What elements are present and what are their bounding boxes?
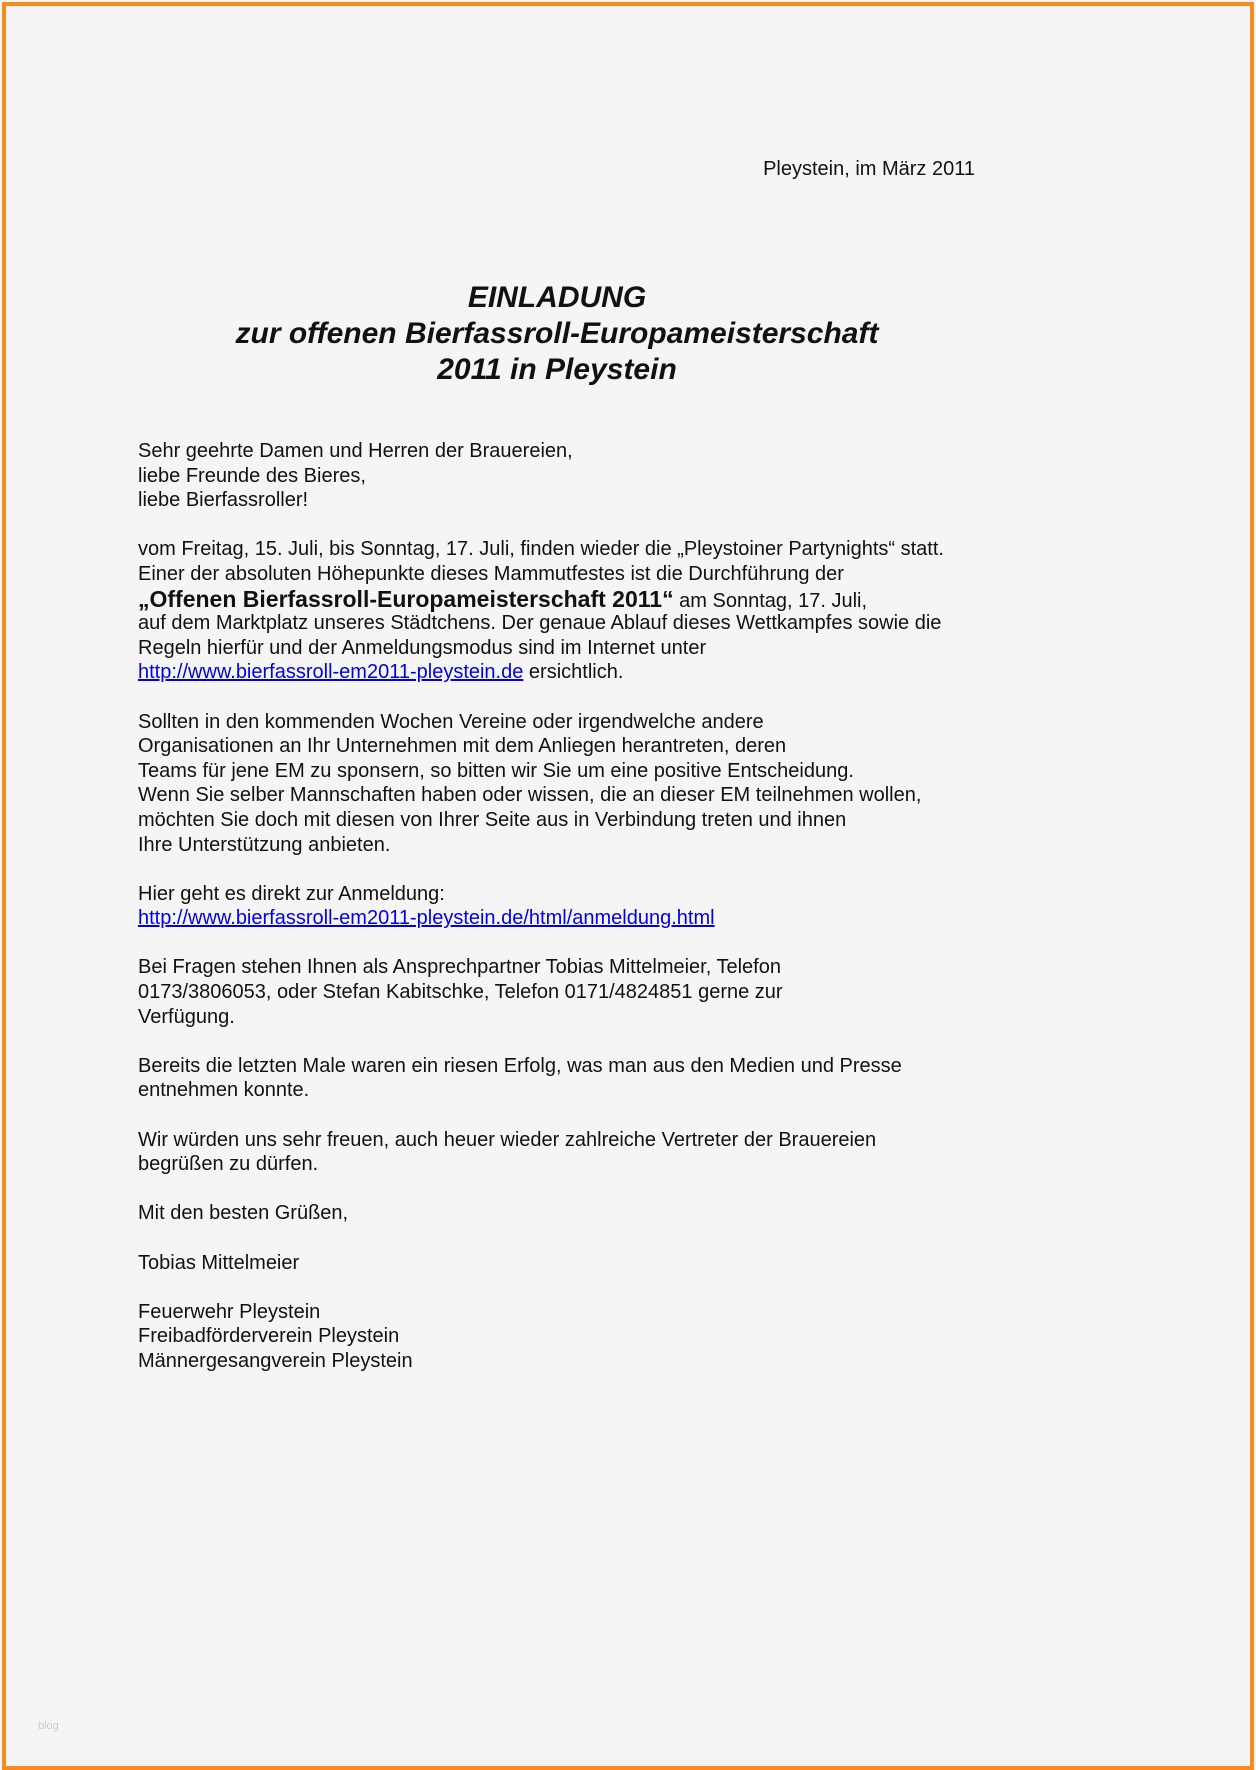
title-line: zur offenen Bierfassroll-Europameisterschaft (235, 317, 879, 350)
text-line (138, 906, 944, 931)
text-line: Teams für jene EM zu sponsern, so bitten wir Sie um eine positive Entscheidung. (138, 759, 854, 782)
event-name: „Offenen Bierfassroll-Europameisterschaft 2011“ (138, 585, 674, 612)
text-line: möchten Sie doch mit diesen von Ihrer Seite aus in Verbindung treten und ihnen (138, 808, 847, 831)
text-line: Sollten in den kommenden Wochen Vereine oder irgendwelche andere (138, 710, 764, 733)
text: am Sonntag, 17. Juli, (673, 589, 868, 612)
organization: Freibadförderverein Pleystein (138, 1325, 400, 1348)
text-line: Ihre Unterstützung anbieten. (138, 833, 391, 856)
title-line: 2011 in Pleystein (437, 353, 677, 386)
text-line: Wir würden uns sehr freuen, auch heuer wieder zahlreiche Vertreter der Brauereien (138, 1128, 877, 1151)
text-line: 0173/3806053, oder Stefan Kabitschke, Telefon 0171/4824851 gerne zur (138, 981, 783, 1004)
website-link[interactable]: http://www.bierfassroll-em2011-pleystein.de (138, 661, 524, 684)
text-line: Einer der absoluten Höhepunkte dieses Mammutfestes ist die Durchführung der (138, 562, 844, 585)
text-line (138, 587, 944, 612)
text-line: Bei Fragen stehen Ihnen als Ansprechpartner Tobias Mittelmeier, Telefon (138, 956, 781, 979)
greeting-line: liebe Freunde des Bieres, (138, 464, 366, 487)
text-line: Bereits die letzten Male waren ein riesen Erfolg, was man aus den Medien und Presse (138, 1054, 902, 1077)
text-line (138, 660, 944, 685)
greeting-line: liebe Bierfassroller! (138, 489, 309, 512)
text-line: Hier geht es direkt zur Anmeldung: (138, 882, 445, 905)
letter-body (138, 439, 944, 1374)
closing: Mit den besten Grüßen, (138, 1202, 349, 1225)
text-line: entnehmen konnte. (138, 1079, 310, 1102)
date-line: Pleystein, im März 2011 (763, 158, 975, 180)
title-line: EINLADUNG (467, 281, 647, 314)
text-line: Wenn Sie selber Mannschaften haben oder wissen, die an dieser EM teilnehmen wollen, (138, 784, 922, 807)
text: ersichtlich. (523, 661, 624, 684)
text-line: auf dem Marktplatz unseres Städtchens. Der genaue Ablauf dieses Wettkampfes sowie die (138, 612, 942, 635)
organization: Männergesangverein Pleystein (138, 1349, 413, 1372)
text-line: Organisationen an Ihr Unternehmen mit dem Anliegen herantreten, deren (138, 735, 787, 758)
letter-title (0, 280, 1114, 388)
registration-link[interactable]: http://www.bierfassroll-em2011-pleystein.de/html/anmeldung.html (138, 907, 715, 930)
text-line: begrüßen zu dürfen. (138, 1153, 319, 1176)
text-line: Regeln hierfür und der Anmeldungsmodus sind im Internet unter (138, 636, 707, 659)
text-line: vom Freitag, 15. Juli, bis Sonntag, 17. Juli, finden wieder die „Pleystoiner Partynights“ statt. (138, 538, 944, 561)
organization: Feuerwehr Pleystein (138, 1300, 321, 1323)
watermark: blog (38, 1720, 59, 1732)
text-line: Verfügung. (138, 1005, 235, 1028)
signature: Tobias Mittelmeier (138, 1251, 300, 1274)
greeting-line: Sehr geehrte Damen und Herren der Brauereien, (138, 440, 573, 462)
